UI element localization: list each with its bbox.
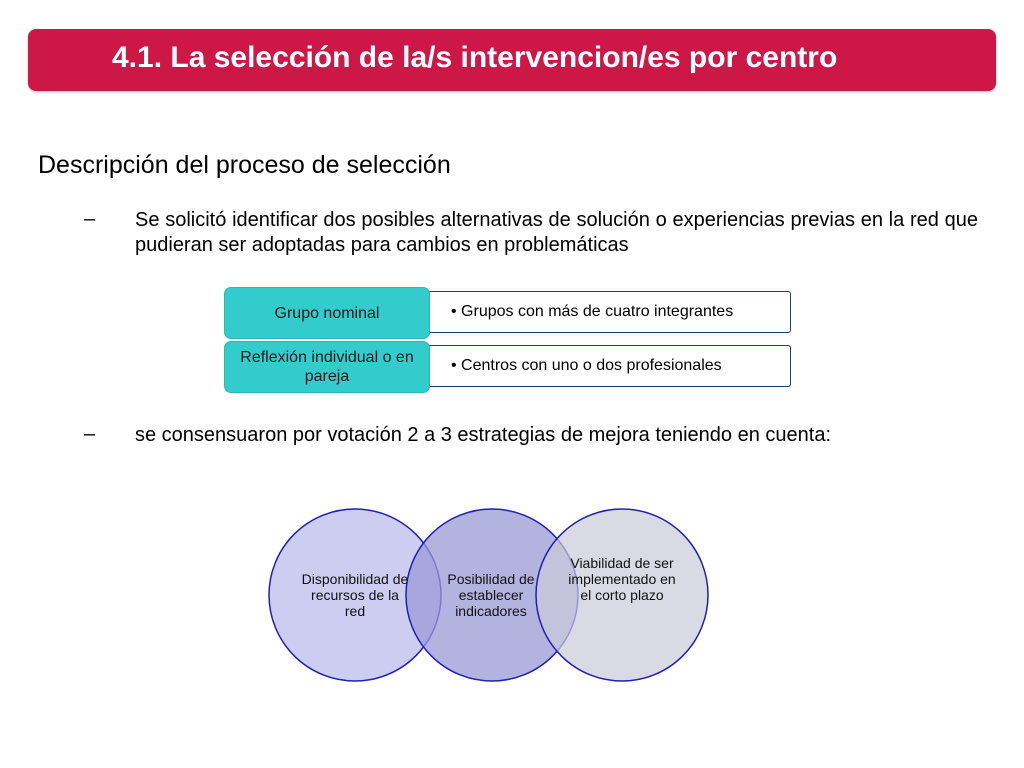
page-title: 4.1. La selección de la/s intervencion/es por centro xyxy=(112,41,838,74)
bullet-dot-icon: • xyxy=(451,303,462,320)
method-description-text: Centros con uno o dos profesionales xyxy=(461,357,722,374)
method-description-2 xyxy=(418,345,791,387)
method-label-2: Reflexión individual o en pareja xyxy=(225,342,429,392)
venn-label-2: Posibilidad de establecer indicadores xyxy=(447,571,535,619)
method-label-1: Grupo nominal xyxy=(225,288,429,338)
method-description-1 xyxy=(418,291,791,333)
bullet-text-2: se consensuaron por votación 2 a 3 estrategias de mejora teniendo en cuenta: xyxy=(135,424,832,446)
venn-label-3: Viabilidad de ser implementado en el corto plazo xyxy=(568,555,676,603)
venn-label-1: Disponibilidad de recursos de la red xyxy=(301,571,409,619)
method-description-text: Grupos con más de cuatro integrantes xyxy=(461,303,734,320)
bullet-marker: – xyxy=(84,208,96,230)
bullet-dot-icon: • xyxy=(451,357,462,374)
bullet-marker: – xyxy=(84,423,96,445)
section-heading: Descripción del proceso de selección xyxy=(38,151,451,179)
title-bar xyxy=(28,29,996,91)
bullet-text-1: Se solicitó identificar dos posibles alternativas de solución o experiencias previas en la red que pudieran ser adoptadas para cambios en problemáticas xyxy=(135,209,978,256)
